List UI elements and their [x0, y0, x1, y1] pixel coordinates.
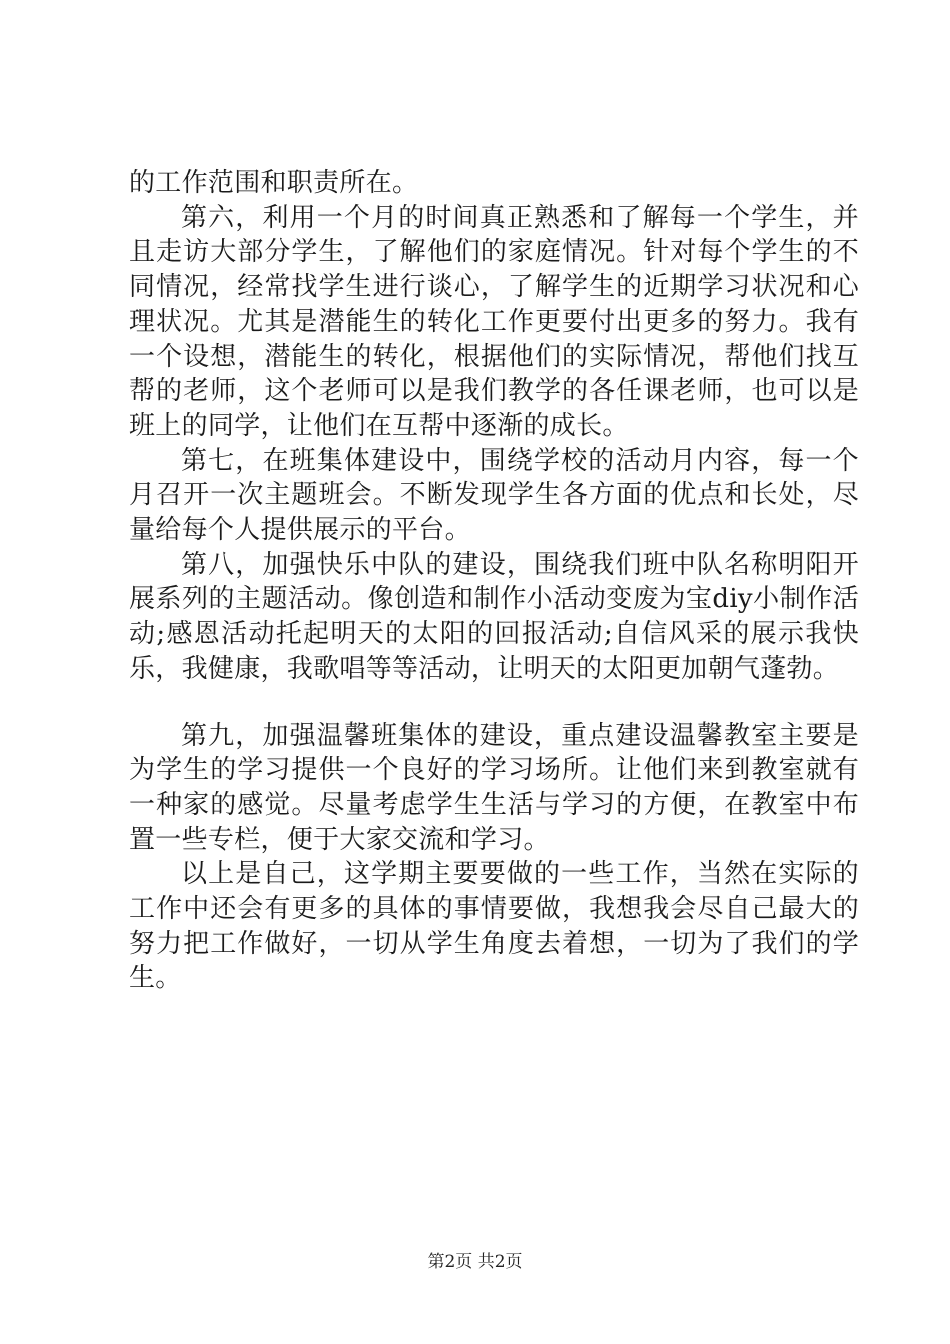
paragraph-continuation: 的工作范围和职责所在。: [129, 168, 419, 198]
paragraph-item-9: 第九，加强温馨班集体的建设，重点建设温馨教室主要是为学生的学习提供一个良好的学习场所。让他们来到教室就有一种家的感觉。尽量考虑学生生活与学习的方便，在教室中布置一些专栏，便于大家交流和学习。: [129, 720, 859, 855]
paragraph-item-6: 第六，利用一个月的时间真正熟悉和了解每一个学生，并且走访大部分学生，了解他们的家庭情况。针对每个学生的不同情况，经常找学生进行谈心，了解学生的近期学习状况和心理状况。尤其是潜能生的转化工作更要付出更多的努力。我有一个设想，潜能生的转化，根据他们的实际情况，帮他们找互帮的老师，这个老师可以是我们教学的各任课老师，也可以是班上的同学，让他们在互帮中逐渐的成长。: [129, 202, 859, 441]
document-body: [129, 166, 859, 996]
paragraph-item-8: 第八，加强快乐中队的建设，围绕我们班中队名称明阳开展系列的主题活动。像创造和制作小活动变废为宝diy小制作活动;感恩活动托起明天的太阳的回报活动;自信风采的展示我快乐，我健康，我歌唱等等活动，让明天的太阳更加朝气蓬勃。: [129, 549, 859, 684]
paragraph-item-7: 第七，在班集体建设中，围绕学校的活动月内容，每一个月召开一次主题班会。不断发现学生各方面的优点和长处，尽量给每个人提供展示的平台。: [129, 445, 859, 546]
paragraph-conclusion: 以上是自己，这学期主要要做的一些工作，当然在实际的工作中还会有更多的具体的事情要做，我想我会尽自己最大的努力把工作做好，一切从学生角度去着想，一切为了我们的学生。: [129, 859, 859, 994]
page-number-footer: 第2页 共2页: [427, 1252, 523, 1272]
